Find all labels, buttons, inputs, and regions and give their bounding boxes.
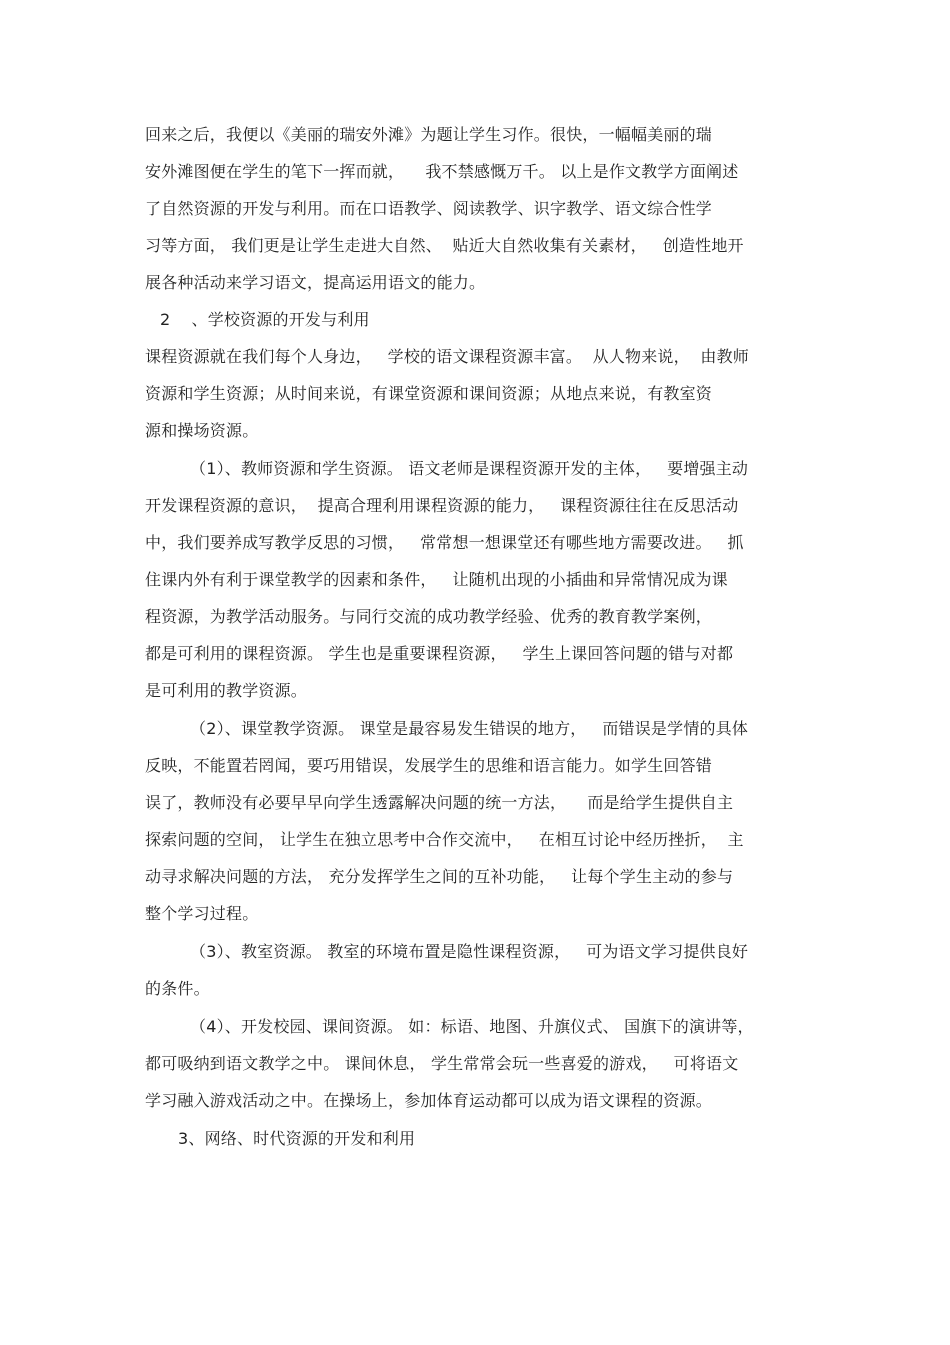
text-line: 习等方面， 我们更是让学生走进大自然、 贴近大自然收集有关素材， 创造性地开 (145, 236, 744, 255)
text-line: 展各种活动来学习语文，提高运用语文的能力。 (145, 273, 486, 292)
text-line: （2）、课堂教学资源。 课堂是最容易发生错误的地方， 而错误是学情的具体 (190, 719, 749, 738)
text-line: 开发课程资源的意识， 提高合理利用课程资源的能力， 课程资源往往在反思活动 (145, 496, 739, 515)
text-line: 是可利用的教学资源。 (145, 681, 308, 700)
text-line: 学习融入游戏活动之中。在操场上，参加体育运动都可以成为语文课程的资源。 (145, 1091, 713, 1110)
text-line: （3）、教室资源。 教室的环境布置是隐性课程资源， 可为语文学习提供良好 (190, 942, 749, 961)
text-line: 都可吸纳到语文教学之中。 课间休息， 学生常常会玩一些喜爱的游戏， 可将语文 (145, 1054, 739, 1073)
text-line: 了自然资源的开发与利用。而在口语教学、阅读教学、识字教学、语文综合性学 (145, 199, 713, 218)
text-line: 安外滩图便在学生的笔下一挥而就， 我不禁感慨万千。 以上是作文教学方面阐述 (145, 162, 739, 181)
text-line: （4）、开发校园、课间资源。 如：标语、地图、升旗仪式、 国旗下的演讲等， (190, 1017, 754, 1036)
text-line: 探索问题的空间， 让学生在独立思考中合作交流中， 在相互讨论中经历挫折， 主 (145, 830, 744, 849)
text-line: 整个学习过程。 (145, 904, 259, 923)
text-line: 资源和学生资源；从时间来说，有课堂资源和课间资源；从地点来说，有教室资 (145, 384, 713, 403)
text-line: 动寻求解决问题的方法， 充分发挥学生之间的互补功能， 让每个学生主动的参与 (145, 867, 734, 886)
section-heading: 3、网络、时代资源的开发和利用 (178, 1129, 416, 1148)
text-line: 反映，不能置若罔闻，要巧用错误，发展学生的思维和语言能力。如学生回答错 (145, 756, 713, 775)
text-line: 回来之后，我便以《美丽的瑞安外滩》为题让学生习作。很快，一幅幅美丽的瑞 (145, 125, 713, 144)
text-line: 中，我们要养成写教学反思的习惯， 常常想一想课堂还有哪些地方需要改进。 抓 (145, 533, 744, 552)
text-line: 住课内外有利于课堂教学的因素和条件， 让随机出现的小插曲和异常情况成为课 (145, 570, 728, 589)
text-line: 程资源，为教学活动服务。与同行交流的成功教学经验、优秀的教育教学案例， (145, 607, 713, 626)
text-line: 源和操场资源。 (145, 421, 259, 440)
text-line: 都是可利用的课程资源。 学生也是重要课程资源， 学生上课回答问题的错与对都 (145, 644, 734, 663)
text-line: （1）、教师资源和学生资源。 语文老师是课程资源开发的主体， 要增强主动 (190, 459, 749, 478)
text-line: 课程资源就在我们每个人身边， 学校的语文课程资源丰富。 从人物来说， 由教师 (145, 347, 750, 366)
section-heading: 2 、学校资源的开发与利用 (160, 310, 370, 329)
text-line: 的条件。 (145, 979, 210, 998)
text-line: 误了，教师没有必要早早向学生透露解决问题的统一方法， 而是给学生提供自主 (145, 793, 734, 812)
